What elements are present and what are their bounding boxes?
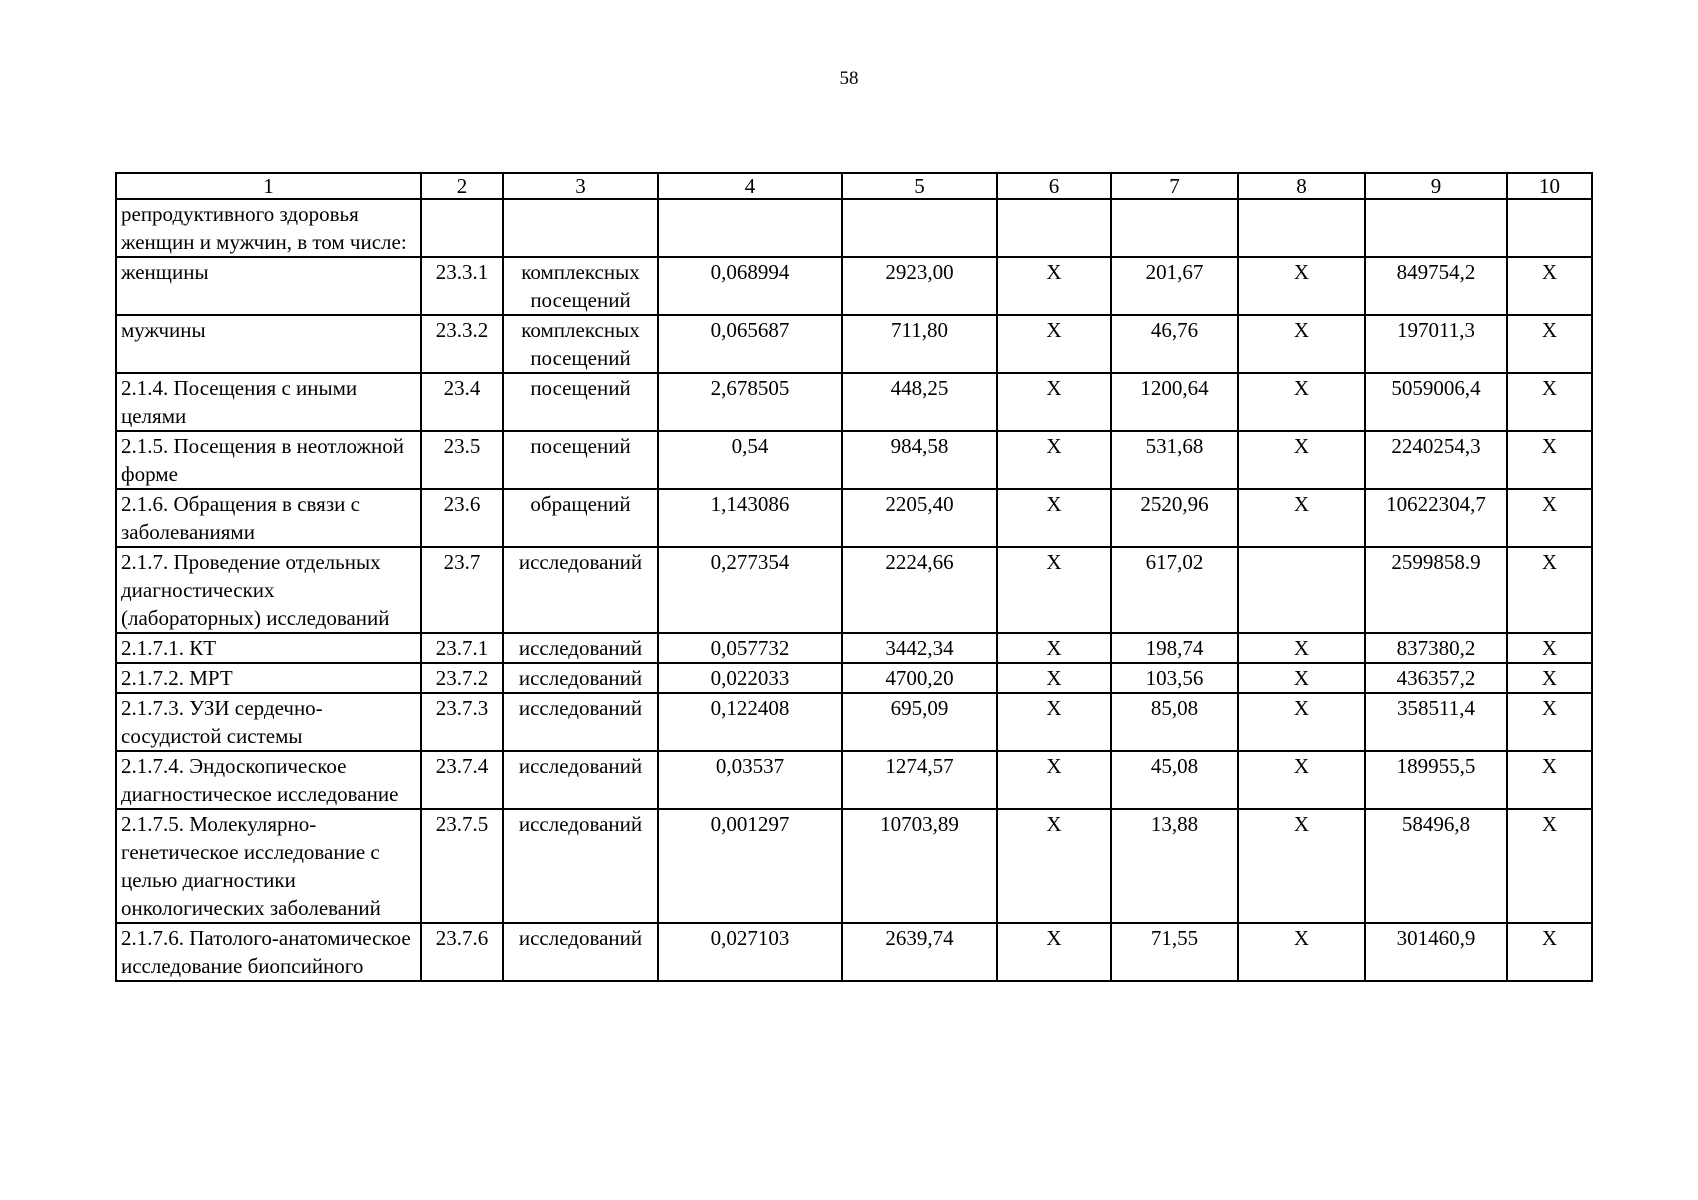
cell-col-5: 1274,57 (842, 751, 997, 809)
cell-col-8: X (1238, 489, 1365, 547)
cell-col-5: 2639,74 (842, 923, 997, 981)
table-row (116, 663, 1592, 693)
cell-col-6: X (997, 373, 1111, 431)
cell-col-10: X (1507, 315, 1592, 373)
row-name-cell: 2.1.7.4. Эндоскопическое диагностическое исследование (116, 751, 421, 809)
cell-col-4: 0,001297 (658, 809, 842, 923)
cell-col-6: X (997, 923, 1111, 981)
row-code-cell (421, 199, 503, 257)
cell-col-10 (1507, 199, 1592, 257)
table-body (116, 199, 1592, 981)
cell-col-9: 10622304,7 (1365, 489, 1507, 547)
cell-col-9: 2599858.9 (1365, 547, 1507, 633)
column-header: 8 (1238, 173, 1365, 199)
row-name-cell: 2.1.7.1. КТ (116, 633, 421, 663)
cell-col-7: 13,88 (1111, 809, 1238, 923)
cell-col-10: X (1507, 633, 1592, 663)
cell-col-7: 103,56 (1111, 663, 1238, 693)
cell-col-9: 436357,2 (1365, 663, 1507, 693)
cell-col-10: X (1507, 751, 1592, 809)
cell-col-8: X (1238, 923, 1365, 981)
row-unit-cell: посещений (503, 431, 658, 489)
cell-col-8: X (1238, 373, 1365, 431)
row-name-cell: 2.1.7.5. Молекулярно-генетическое исследование с целью диагностики онкологических заболеваний (116, 809, 421, 923)
cell-col-4: 0,068994 (658, 257, 842, 315)
row-name-cell: 2.1.7.6. Патолого-анатомическое исследование биопсийного (116, 923, 421, 981)
cell-col-10: X (1507, 809, 1592, 923)
row-unit-cell: комплексных посещений (503, 257, 658, 315)
cell-col-5 (842, 199, 997, 257)
header-row (116, 173, 1592, 199)
cell-col-7: 1200,64 (1111, 373, 1238, 431)
cell-col-5: 3442,34 (842, 633, 997, 663)
row-code-cell: 23.7.1 (421, 633, 503, 663)
table-row (116, 547, 1592, 633)
row-unit-cell: исследований (503, 547, 658, 633)
row-name-cell: 2.1.7. Проведение отдельных диагностических (лабораторных) исследований (116, 547, 421, 633)
cell-col-6: X (997, 547, 1111, 633)
table-row (116, 693, 1592, 751)
cell-col-8 (1238, 547, 1365, 633)
cell-col-9: 358511,4 (1365, 693, 1507, 751)
cell-col-7: 531,68 (1111, 431, 1238, 489)
row-unit-cell: исследований (503, 663, 658, 693)
row-unit-cell: исследований (503, 809, 658, 923)
row-code-cell: 23.7.4 (421, 751, 503, 809)
table-row (116, 257, 1592, 315)
row-code-cell: 23.3.2 (421, 315, 503, 373)
column-header: 6 (997, 173, 1111, 199)
cell-col-10: X (1507, 373, 1592, 431)
row-name-cell: женщины (116, 257, 421, 315)
cell-col-4: 0,122408 (658, 693, 842, 751)
cell-col-9: 301460,9 (1365, 923, 1507, 981)
row-name-cell: 2.1.6. Обращения в связи с заболеваниями (116, 489, 421, 547)
cell-col-6: X (997, 751, 1111, 809)
cell-col-10: X (1507, 257, 1592, 315)
cell-col-4: 1,143086 (658, 489, 842, 547)
cell-col-8: X (1238, 751, 1365, 809)
column-header: 10 (1507, 173, 1592, 199)
table-row (116, 809, 1592, 923)
cell-col-10: X (1507, 431, 1592, 489)
cell-col-8: X (1238, 809, 1365, 923)
cell-col-5: 984,58 (842, 431, 997, 489)
cell-col-7: 45,08 (1111, 751, 1238, 809)
cell-col-9: 2240254,3 (1365, 431, 1507, 489)
table-row (116, 751, 1592, 809)
table-row (116, 199, 1592, 257)
row-code-cell: 23.7 (421, 547, 503, 633)
cell-col-7: 71,55 (1111, 923, 1238, 981)
cell-col-6: X (997, 257, 1111, 315)
row-name-cell: репродуктивного здоровья женщин и мужчин, в том числе: (116, 199, 421, 257)
cell-col-9: 189955,5 (1365, 751, 1507, 809)
cell-col-4: 0,027103 (658, 923, 842, 981)
table-row (116, 373, 1592, 431)
cell-col-5: 4700,20 (842, 663, 997, 693)
cell-col-10: X (1507, 663, 1592, 693)
row-unit-cell: исследований (503, 633, 658, 663)
cell-col-9: 197011,3 (1365, 315, 1507, 373)
cell-col-7: 201,67 (1111, 257, 1238, 315)
row-code-cell: 23.7.5 (421, 809, 503, 923)
cell-col-5: 2224,66 (842, 547, 997, 633)
page-number: 58 (839, 68, 859, 89)
column-header: 3 (503, 173, 658, 199)
table-row (116, 489, 1592, 547)
row-name-cell: 2.1.7.3. УЗИ сердечно-сосудистой системы (116, 693, 421, 751)
cell-col-8: X (1238, 257, 1365, 315)
cell-col-5: 2923,00 (842, 257, 997, 315)
cell-col-4: 0,54 (658, 431, 842, 489)
column-header: 4 (658, 173, 842, 199)
column-header: 2 (421, 173, 503, 199)
cell-col-7 (1111, 199, 1238, 257)
row-code-cell: 23.7.2 (421, 663, 503, 693)
cell-col-8: X (1238, 633, 1365, 663)
column-header: 7 (1111, 173, 1238, 199)
table-row (116, 315, 1592, 373)
row-code-cell: 23.5 (421, 431, 503, 489)
row-name-cell: 2.1.5. Посещения в неотложной форме (116, 431, 421, 489)
table-row (116, 431, 1592, 489)
table-row (116, 923, 1592, 981)
row-unit-cell: комплексных посещений (503, 315, 658, 373)
row-unit-cell (503, 199, 658, 257)
cell-col-8: X (1238, 315, 1365, 373)
cell-col-4: 0,022033 (658, 663, 842, 693)
cell-col-9: 5059006,4 (1365, 373, 1507, 431)
cell-col-7: 85,08 (1111, 693, 1238, 751)
cell-col-5: 695,09 (842, 693, 997, 751)
cell-col-5: 448,25 (842, 373, 997, 431)
cell-col-5: 2205,40 (842, 489, 997, 547)
row-name-cell: 2.1.4. Посещения с иными целями (116, 373, 421, 431)
cell-col-6: X (997, 663, 1111, 693)
row-unit-cell: исследований (503, 751, 658, 809)
row-code-cell: 23.4 (421, 373, 503, 431)
cell-col-4: 0,065687 (658, 315, 842, 373)
row-code-cell: 23.7.6 (421, 923, 503, 981)
row-unit-cell: посещений (503, 373, 658, 431)
cell-col-10: X (1507, 547, 1592, 633)
cell-col-5: 711,80 (842, 315, 997, 373)
cell-col-6: X (997, 633, 1111, 663)
row-name-cell: 2.1.7.2. МРТ (116, 663, 421, 693)
cell-col-4: 0,03537 (658, 751, 842, 809)
cell-col-6: X (997, 693, 1111, 751)
cell-col-6: X (997, 315, 1111, 373)
cell-col-10: X (1507, 693, 1592, 751)
cell-col-6 (997, 199, 1111, 257)
cell-col-9: 849754,2 (1365, 257, 1507, 315)
column-header: 1 (116, 173, 421, 199)
cell-col-8 (1238, 199, 1365, 257)
cell-col-6: X (997, 489, 1111, 547)
cell-col-4: 2,678505 (658, 373, 842, 431)
column-header: 9 (1365, 173, 1507, 199)
cell-col-4 (658, 199, 842, 257)
cell-col-8: X (1238, 693, 1365, 751)
cell-col-7: 2520,96 (1111, 489, 1238, 547)
cell-col-7: 198,74 (1111, 633, 1238, 663)
cell-col-4: 0,277354 (658, 547, 842, 633)
cell-col-6: X (997, 809, 1111, 923)
cell-col-8: X (1238, 663, 1365, 693)
cell-col-5: 10703,89 (842, 809, 997, 923)
cell-col-10: X (1507, 489, 1592, 547)
cell-col-6: X (997, 431, 1111, 489)
row-code-cell: 23.7.3 (421, 693, 503, 751)
cell-col-10: X (1507, 923, 1592, 981)
row-unit-cell: исследований (503, 923, 658, 981)
row-unit-cell: исследований (503, 693, 658, 751)
cell-col-9: 58496,8 (1365, 809, 1507, 923)
column-header: 5 (842, 173, 997, 199)
row-unit-cell: обращений (503, 489, 658, 547)
table-row (116, 633, 1592, 663)
data-table (115, 172, 1593, 982)
cell-col-4: 0,057732 (658, 633, 842, 663)
cell-col-8: X (1238, 431, 1365, 489)
row-name-cell: мужчины (116, 315, 421, 373)
row-code-cell: 23.6 (421, 489, 503, 547)
cell-col-9 (1365, 199, 1507, 257)
cell-col-7: 46,76 (1111, 315, 1238, 373)
cell-col-7: 617,02 (1111, 547, 1238, 633)
cell-col-9: 837380,2 (1365, 633, 1507, 663)
row-code-cell: 23.3.1 (421, 257, 503, 315)
